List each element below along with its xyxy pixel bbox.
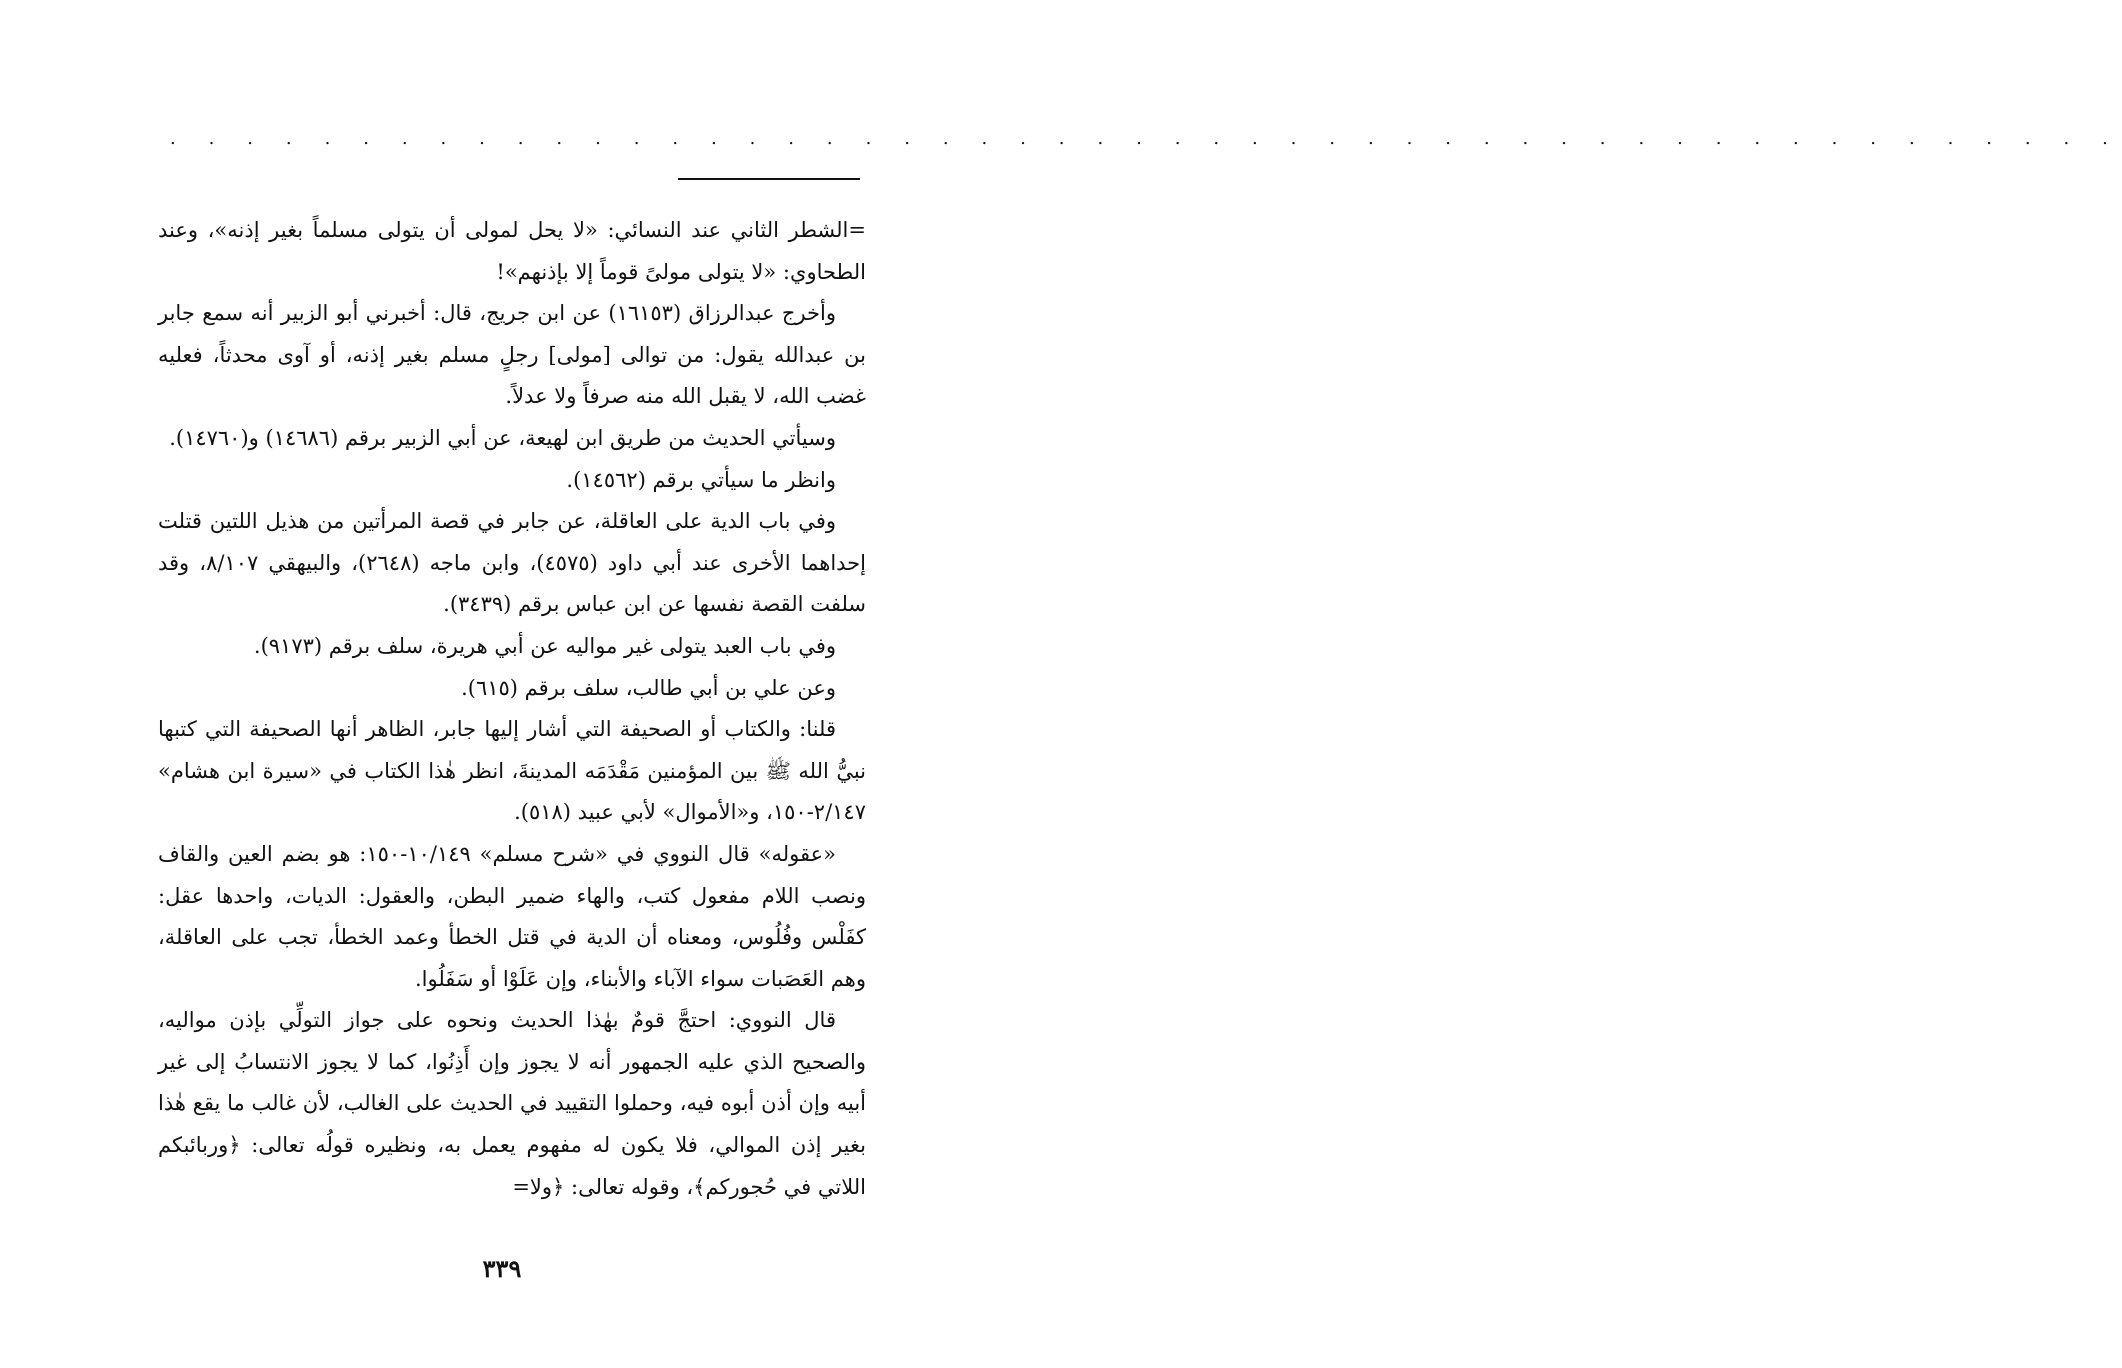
- paragraph: وانظر ما سيأتي برقم (١٤٥٦٢).: [566, 467, 836, 492]
- footnote-rule: [678, 178, 860, 180]
- paragraph: «عقوله» قال النووي في «شرح مسلم» ١٠/١٤٩-١٥٠: هو بضم العين والقاف ونصب اللام مفعول كتب، والهاء ضمير البطن، والعقول: الديات، واحدها عقل: كفَلْس وفُلُوس، ومعناه أن الدية في قتل الخطأ وعمد الخطأ، تجب على العاقلة، وهم العَصَبات سواء الآباء والأبناء، وإن عَلَوْا أو سَفَلُوا.: [158, 841, 866, 991]
- page-number: ٣٣٩: [482, 1254, 522, 1283]
- paragraph: وعن علي بن أبي طالب، سلف برقم (٦١٥).: [461, 675, 836, 700]
- paragraph: قال النووي: احتجَّ قومٌ بهٰذا الحديث ونحوه على جواز التولِّي بإذن مواليه، والصحيح الذي عليه الجمهور أنه لا يجوز وإن أَذِنُوا، كما لا يجوز الانتسابُ إلى غير أبيه وإن أذن أبوه فيه، وحملوا التقييد في الحديث على الغالب، لأن غالب ما يقع هٰذا بغير إذن الموالي، فلا يكون له مفهوم يعمل به، ونظيره قولُه تعالى: ﴿وربائبكم اللاتي في حُجوركم﴾، وقوله تعالى: ﴿ولا=: [158, 1008, 866, 1199]
- paragraph: وفي باب الدية على العاقلة، عن جابر في قصة المرأتين من هذيل اللتين قتلت إحداهما الأخرى عند أبي داود (٤٥٧٥)، وابن ماجه (٢٦٤٨)، والبيهقي ٨/١٠٧، وقد سلفت القصة نفسها عن ابن عباس برقم (٣٤٣٩).: [158, 509, 866, 617]
- paragraph: =الشطر الثاني عند النسائي: «لا يحل لمولى أن يتولى مسلماً بغير إذنه»، وعند الطحاوي: «لا يتولى مولىً قوماً إلا بإذنهم»!: [158, 218, 866, 284]
- dotted-separator: . . . . . . . . . . . . . . . . . . . . . . . . . . . . . . . . . . . . . . . . . . . . . . . . . . .: [170, 128, 2122, 149]
- paragraph: قلنا: والكتاب أو الصحيفة التي أشار إليها جابر، الظاهر أنها الصحيفة التي كتبها نبيُّ الله ﷺ بين المؤمنين مَقْدَمَه المدينةَ، انظر هٰذا الكتاب في «سيرة ابن هشام» ٢/١٤٧-١٥٠، و«الأموال» لأبي عبيد (٥١٨).: [158, 717, 866, 825]
- paragraph: وأخرج عبدالرزاق (١٦١٥٣) عن ابن جريج، قال: أخبرني أبو الزبير أنه سمع جابر بن عبدالله يقول: من توالى [مولى] رجلٍ مسلم بغير إذنه، أو آوى محدثاً، فعليه غضب الله، لا يقبل الله منه صرفاً ولا عدلاً.: [158, 301, 866, 409]
- paragraph: وفي باب العبد يتولى غير مواليه عن أبي هريرة، سلف برقم (٩١٧٣).: [253, 633, 836, 658]
- paragraph: وسيأتي الحديث من طريق ابن لهيعة، عن أبي الزبير برقم (١٤٦٨٦) و(١٤٧٦٠).: [169, 425, 836, 450]
- footnote-body: [158, 210, 866, 1208]
